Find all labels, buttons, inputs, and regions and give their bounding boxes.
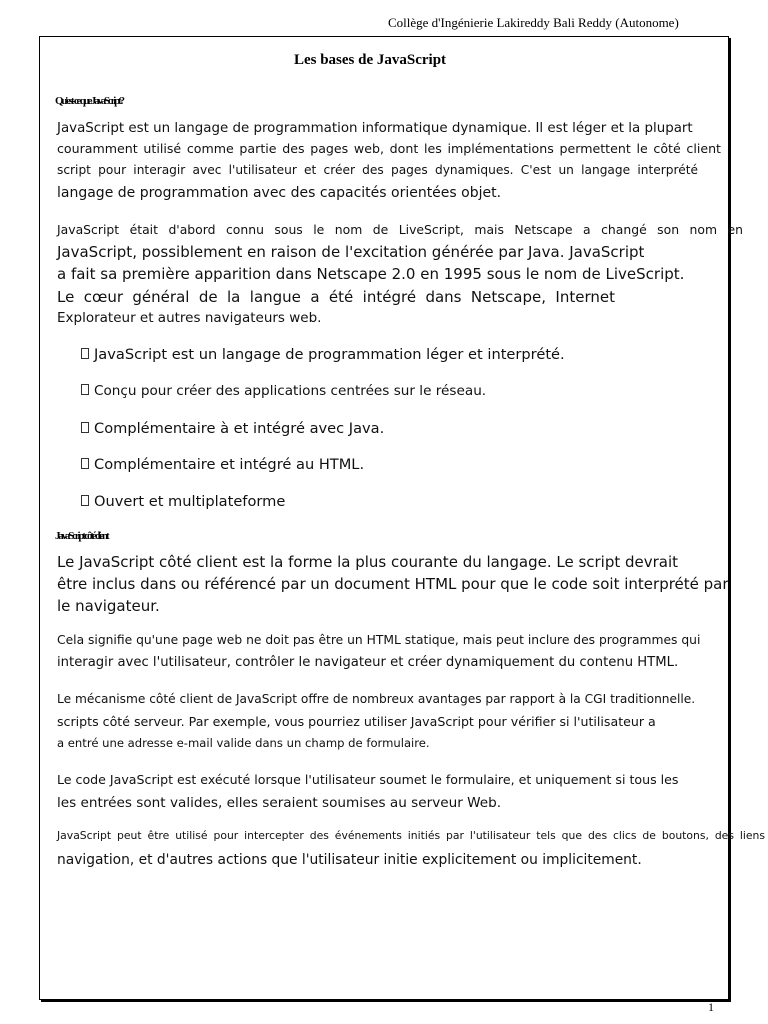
mechanism-line-3: a entré une adresse e-mail valide dans un champ de formulaire.: [57, 736, 430, 750]
bullet-item-3: Complémentaire à et intégré avec Java.: [81, 420, 384, 437]
events-line-1: JavaScript peut être utilisé pour intercepter des événements initiés par l'utilisateur tels que des clics de boutons, des liens: [57, 829, 765, 842]
bullet-item-1: JavaScript est un langage de programmation léger et interprété.: [81, 346, 565, 363]
execution-line-1: Le code JavaScript est exécuté lorsque l'utilisateur soumet le formulaire, et uniquement si tous les: [57, 772, 679, 787]
intro-line-2: couramment utilisé comme partie des pages web, dont les implémentations permettent le côté client: [57, 141, 721, 156]
page-number: 1: [708, 1000, 714, 1014]
intro-line-1: JavaScript est un langage de programmation informatique dynamique. Il est léger et la plupart: [57, 121, 693, 136]
execution-line-2: les entrées sont valides, elles seraient soumises au serveur Web.: [57, 795, 502, 811]
static-line-1: Cela signifie qu'une page web ne doit pas être un HTML statique, mais peut inclure des programmes qui: [57, 633, 701, 647]
events-line-2: navigation, et d'autres actions que l'utilisateur initie explicitement ou implicitement.: [57, 852, 642, 868]
history-line-2: JavaScript, possiblement en raison de l'excitation générée par Java. JavaScript: [57, 243, 645, 261]
bullet-box-icon: [81, 348, 89, 359]
bullet-item-4: Complémentaire et intégré au HTML.: [81, 456, 364, 473]
client-line-2: être inclus dans ou référencé par un document HTML pour que le code soit interprété par: [57, 575, 729, 593]
section-heading-what-is-javascript: Qu'est-ce que JavaScript?: [55, 95, 123, 107]
bullet-box-icon: [81, 422, 89, 433]
client-line-3: le navigateur.: [57, 597, 160, 615]
intro-line-3: script pour interagir avec l'utilisateur et créer des pages dynamiques. C'est un langage interprété: [57, 163, 698, 177]
history-line-4: Le cœur général de la langue a été intégré dans Netscape, Internet: [57, 288, 615, 306]
bullet-item-5: Ouvert et multiplateforme: [81, 493, 285, 510]
static-line-2: interagir avec l'utilisateur, contrôler le navigateur et créer dynamiquement du contenu HTML.: [57, 655, 679, 670]
bullet-box-icon: [81, 495, 89, 506]
college-header: Collège d'Ingénierie Lakireddy Bali Reddy (Autonome): [388, 15, 679, 30]
bullet-box-icon: [81, 384, 89, 395]
history-line-5: Explorateur et autres navigateurs web.: [57, 310, 322, 326]
section-heading-client-side: JavaScript côté client: [55, 530, 108, 542]
intro-line-4: langage de programmation avec des capacités orientées objet.: [57, 185, 502, 201]
history-line-3: a fait sa première apparition dans Netscape 2.0 en 1995 sous le nom de LiveScript.: [57, 265, 685, 283]
history-line-1: JavaScript était d'abord connu sous le nom de LiveScript, mais Netscape a changé son nom en: [57, 222, 743, 237]
client-line-1: Le JavaScript côté client est la forme la plus courante du langage. Le script devrait: [57, 553, 679, 571]
document-title: Les bases de JavaScript: [293, 52, 447, 68]
mechanism-line-1: Le mécanisme côté client de JavaScript offre de nombreux avantages par rapport à la CGI traditionnelle.: [57, 692, 696, 706]
bullet-box-icon: [81, 458, 89, 469]
bullet-item-2: Conçu pour créer des applications centrées sur le réseau.: [81, 383, 486, 399]
mechanism-line-2: scripts côté serveur. Par exemple, vous pourriez utiliser JavaScript pour vérifier si l'utilisateur a: [57, 714, 656, 729]
